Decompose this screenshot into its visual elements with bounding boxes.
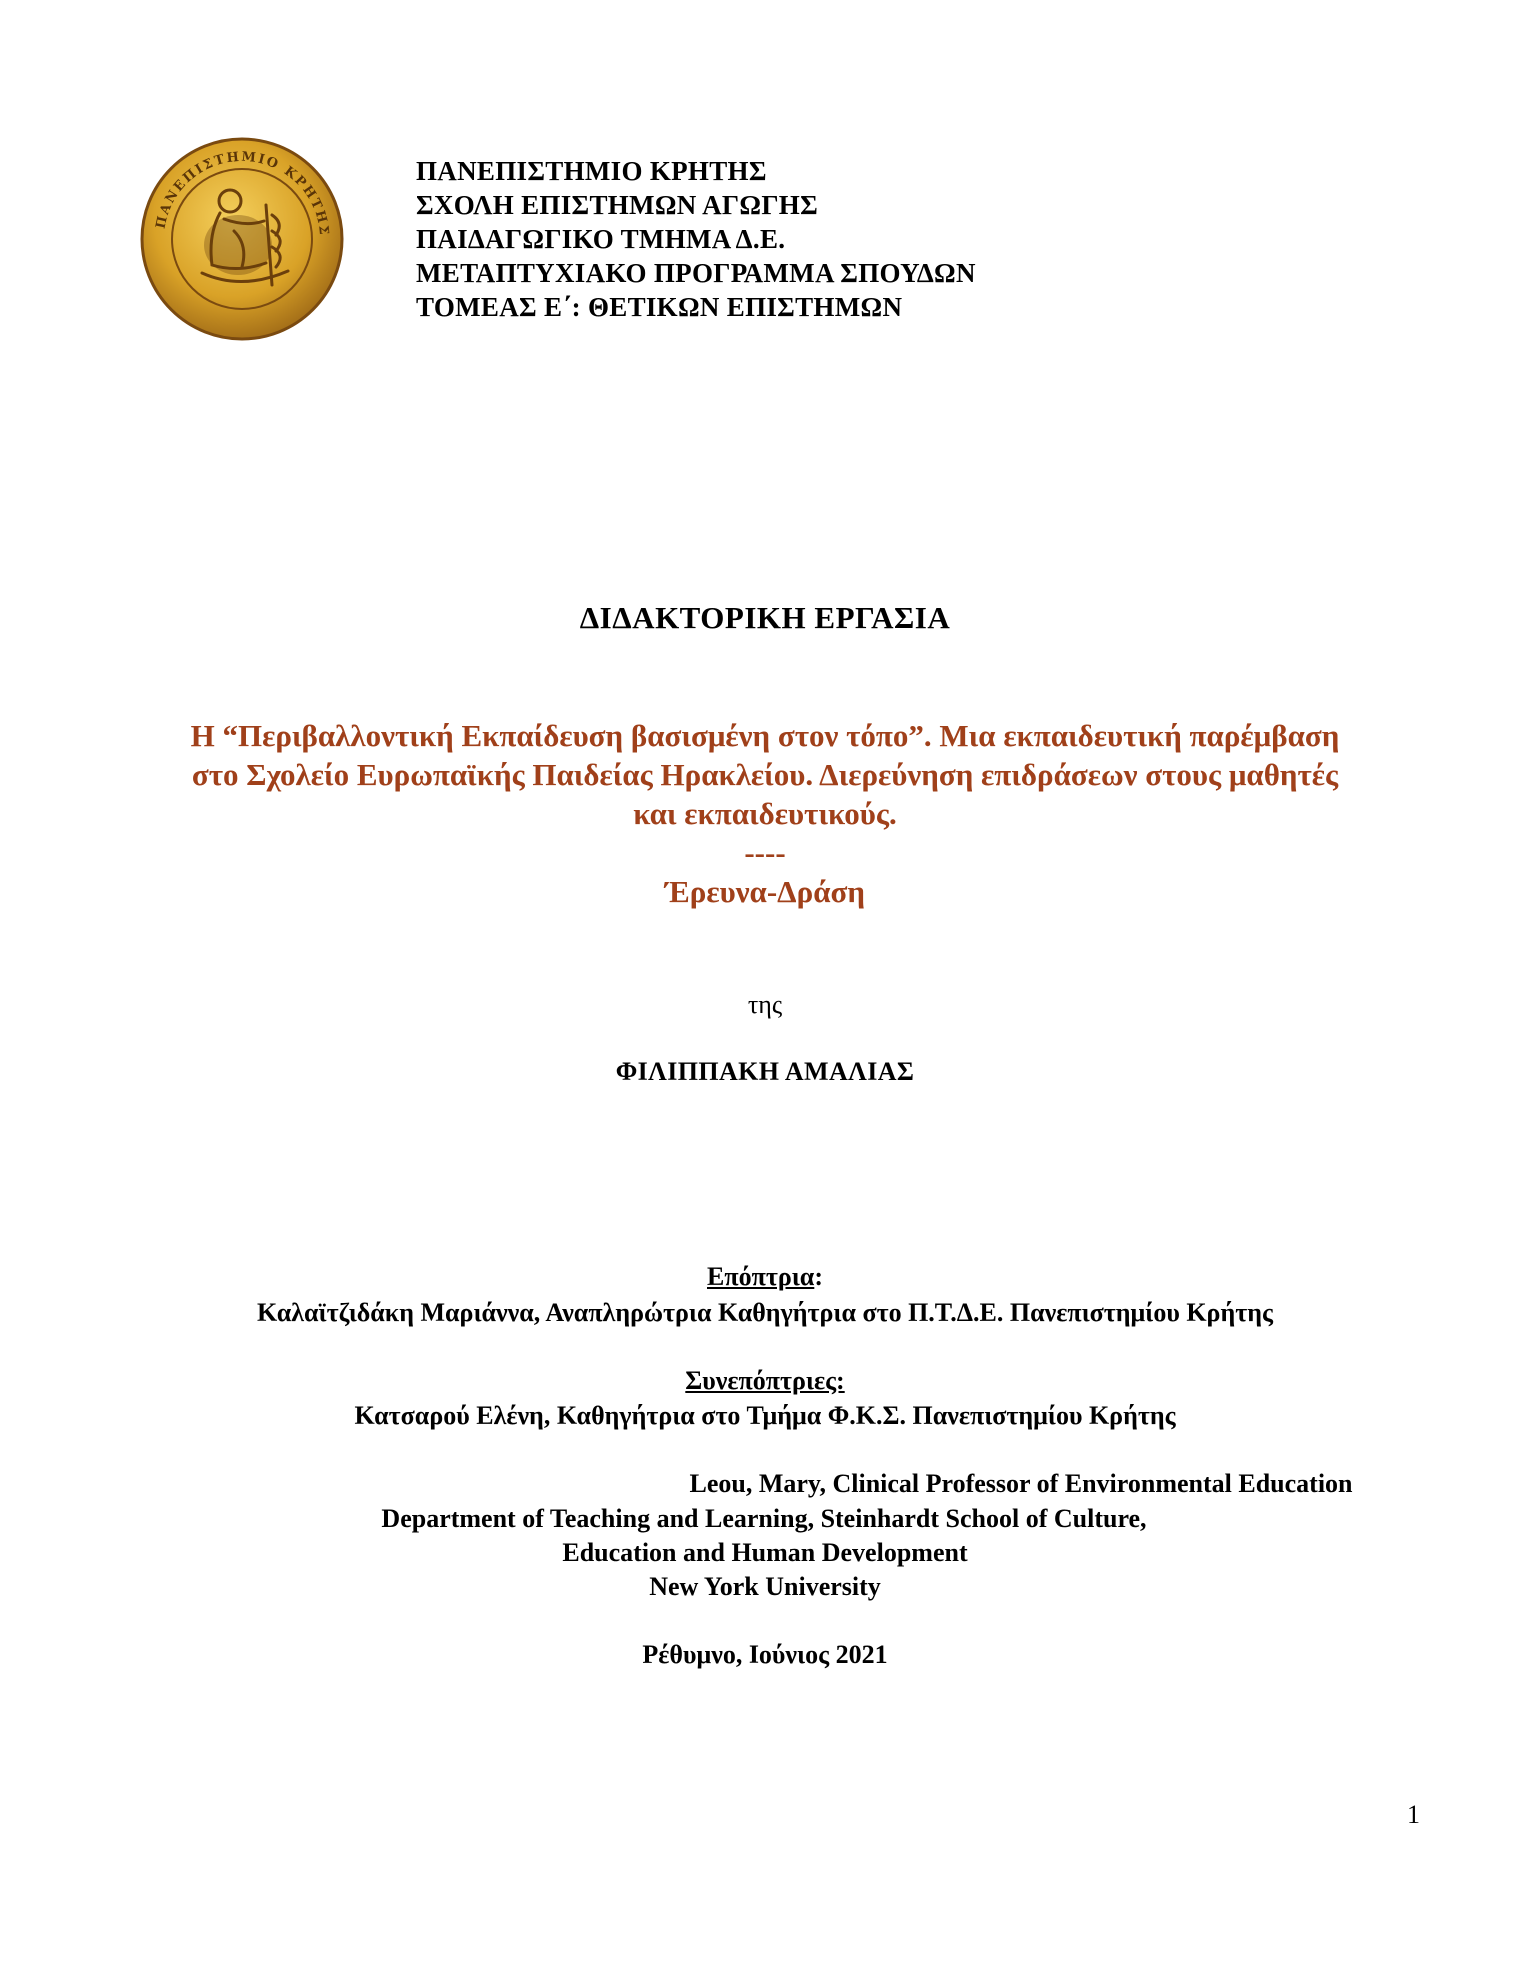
thesis-title-separator: ---- bbox=[744, 835, 786, 870]
header-sector: ΤΟΜΕΑΣ Ε΄: ΘΕΤΙΚΩΝ ΕΠΙΣΤΗΜΩΝ bbox=[416, 292, 903, 322]
cosupervisor-2-line: Education and Human Development bbox=[562, 1538, 968, 1567]
header-university: ΠΑΝΕΠΙΣΤΗΜΙΟ ΚΡΗΤΗΣ bbox=[416, 156, 767, 186]
cosupervisors-heading bbox=[0, 1366, 1530, 1396]
supervisor-name: Καλαϊτζιδάκη Μαριάννα, Αναπληρώτρια Καθηγήτρια στο Π.Τ.Δ.Ε. Πανεπιστημίου Κρήτης bbox=[257, 1298, 1273, 1327]
university-of-crete-seal-icon bbox=[138, 135, 346, 343]
supervisor-heading bbox=[0, 1262, 1530, 1292]
cosupervisor-1: Κατσαρού Ελένη, Καθηγήτρια στο Τμήμα Φ.Κ.Σ. Πανεπιστημίου Κρήτης bbox=[354, 1401, 1176, 1430]
supervisor-label: Επόπτρια bbox=[707, 1262, 815, 1291]
thesis-subtitle: Έρευνα-Δράση bbox=[665, 874, 865, 909]
cosupervisor-2-line: Leou, Mary, Clinical Professor of Environmental Education bbox=[689, 1469, 1353, 1498]
cosupervisor-2-line: New York University bbox=[649, 1572, 881, 1601]
place-date: Ρέθυμνο, Ιούνιος 2021 bbox=[642, 1640, 888, 1669]
institution-header bbox=[416, 154, 976, 324]
header-school: ΣΧΟΛΗ ΕΠΙΣΤΗΜΩΝ ΑΓΩΓΗΣ bbox=[416, 190, 819, 220]
header-department: ΠΑΙΔΑΓΩΓΙΚΟ ΤΜΗΜΑ Δ.Ε. bbox=[416, 224, 786, 254]
cosupervisors-label: Συνεπόπτριες: bbox=[685, 1366, 845, 1395]
byline: της bbox=[747, 990, 783, 1019]
document-type: ΔΙΔΑΚΤΟΡΙΚΗ ΕΡΓΑΣΙΑ bbox=[579, 600, 951, 635]
thesis-title-line: Η “Περιβαλλοντική Εκπαίδευση βασισμένη στον τόπο”. Μια εκπαιδευτική παρέμβαση bbox=[190, 718, 1340, 753]
svg-text:ΠΑΝΕΠΙΣΤΗΜΙΟ ΚΡΗΤΗΣ: ΠΑΝΕΠΙΣΤΗΜΙΟ ΚΡΗΤΗΣ bbox=[153, 149, 332, 238]
author-name: ΦΙΛΙΠΠΑΚΗ ΑΜΑΛΙΑΣ bbox=[615, 1057, 915, 1086]
thesis-title-line: και εκπαιδευτικούς. bbox=[633, 796, 897, 831]
cosupervisor-2-line: Department of Teaching and Learning, Steinhardt School of Culture, bbox=[381, 1504, 1147, 1533]
page-number: 1 bbox=[1407, 1800, 1420, 1829]
thesis-title-line: στο Σχολείο Ευρωπαϊκής Παιδείας Ηρακλείου. Διερεύνηση επιδράσεων στους μαθητές bbox=[191, 757, 1339, 792]
header-program: ΜΕΤΑΠΤΥΧΙΑΚΟ ΠΡΟΓΡΑΜΜΑ ΣΠΟΥΔΩΝ bbox=[416, 258, 976, 288]
supervisor-colon: : bbox=[814, 1262, 823, 1291]
thesis-title bbox=[110, 716, 1420, 911]
